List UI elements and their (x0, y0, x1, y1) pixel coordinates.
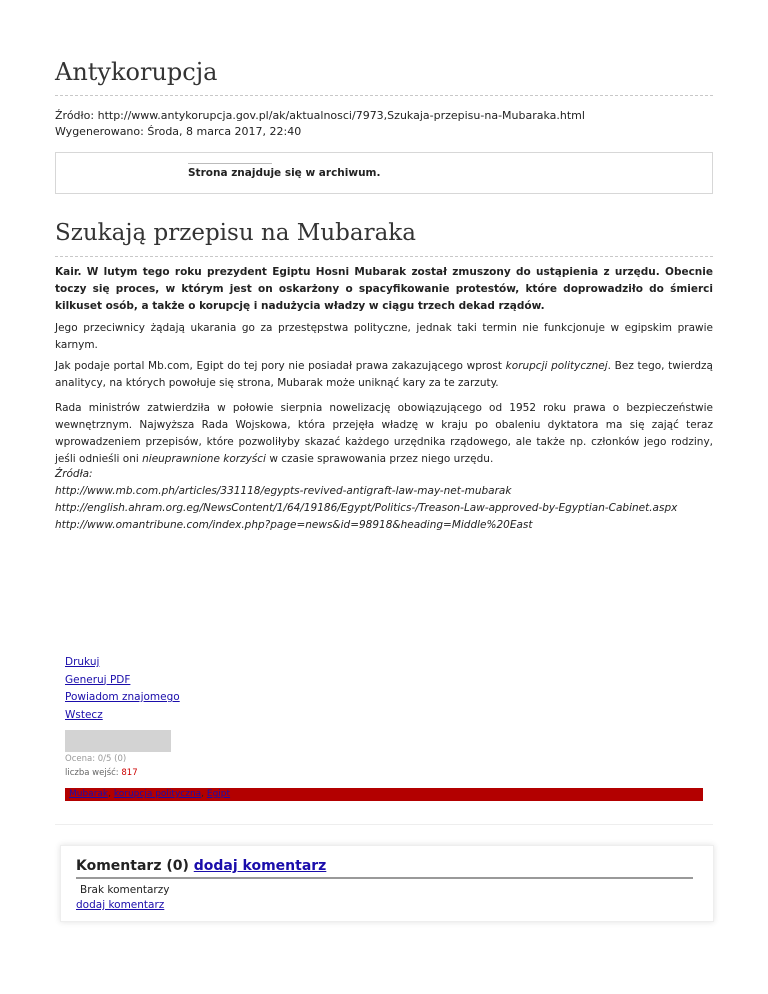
paragraph-3-text-a: Rada ministrów zatwierdziła w połowie sierpnia nowelizację obowiązującego od 1952 roku prawa o bezpieczeństwie wewnętrznym. Najwyższa Rada Wojskowa, która przejęła władzę w kraju po obaleniu dyktatora ma się zająć teraz wprowadzeniem przepisów, które pozwoliłyby skazać każdego urzędnika rządowego, ale także np. członków jego rodziny, jeśli odnieśli oni (55, 402, 713, 465)
source-label: Źródło: (55, 109, 95, 122)
tags-bar (65, 788, 703, 801)
comments-heading (76, 858, 693, 879)
comments-count: Komentarz (0) (76, 858, 194, 874)
source-link-2: http://english.ahram.org.eg/NewsContent/1/64/19186/Egypt/Politics-/Treason-Law-approved-by-Egyptian-Cabinet.aspx (55, 502, 678, 514)
archive-notice: Strona znajduje się w archiwum. (188, 167, 381, 179)
archive-notice-box (55, 152, 713, 194)
paragraph-2-emphasis: korupcji politycznej (505, 360, 608, 372)
tag-link[interactable]: Mubarak (69, 789, 109, 799)
visit-count-value: 817 (121, 768, 138, 778)
source-link-1: http://www.mb.com.ph/articles/331118/egypts-revived-antigraft-law-may-net-mubarak (55, 485, 512, 497)
source-link-3: http://www.omantribune.com/index.php?page=news&id=98918&heading=Middle%20East (55, 519, 533, 531)
add-comment-link-bottom[interactable]: dodaj komentarz (76, 899, 165, 911)
visit-count-label: liczba wejść: (65, 768, 122, 778)
sources-label: Źródła: (55, 468, 93, 480)
paragraph-3-emphasis: nieuprawnione korzyści (142, 453, 266, 465)
comments-box (60, 845, 714, 922)
title-divider (55, 95, 713, 96)
article-sources (55, 466, 677, 534)
no-comments-text: Brak komentarzy (80, 884, 170, 896)
tag-link[interactable]: Egipt (206, 789, 231, 799)
print-link[interactable]: Drukuj (65, 656, 100, 668)
article-paragraph-2 (55, 358, 713, 392)
article-title: Szukają przepisu na Mubaraka (55, 220, 416, 246)
paragraph-2-text-a: Jak podaje portal Mb.com, Egipt do tej pory nie posiadał prawa zakazującego wprost (55, 360, 506, 372)
tag-separator: , (108, 789, 114, 799)
add-comment-link[interactable]: dodaj komentarz (193, 858, 327, 874)
paragraph-2-text-b: . Bez tego, twierdzą analitycy, na których powołuje się strona, Mubarak może uniknąć kary za te zarzuty. (55, 360, 713, 389)
article-title-divider (55, 256, 713, 257)
back-link[interactable]: Wstecz (65, 708, 103, 721)
site-title: Antykorupcja (55, 58, 218, 86)
page-meta (55, 108, 585, 140)
article-paragraph-1: Jego przeciwnicy żądają ukarania go za przestępstwa polityczne, jednak taki termin nie funkcjonuje w egipskim prawie karnym. (55, 322, 713, 351)
article-paragraph-3 (55, 400, 713, 468)
rating-text: Ocena: 0/5 (0) (65, 754, 127, 764)
source-line (55, 108, 585, 124)
section-divider (55, 824, 713, 825)
generate-pdf-link[interactable]: Generuj PDF (65, 673, 131, 686)
article-actions (65, 654, 180, 724)
source-url: http://www.antykorupcja.gov.pl/ak/aktualnosci/7973,Szukaja-przepisu-na-Mubaraka.html (97, 109, 585, 122)
archive-notice-rule (188, 163, 272, 164)
article-lead: Kair. W lutym tego roku prezydent Egiptu Hosni Mubarak został zmuszony do ustąpienia z urzędu. Obecnie toczy się proces, w którym jest on oskarżony o spacyfikowanie protestów, które doprowadziło do śmierci kilkuset osób, a także o korupcję i nadużycia władzy w ciągu trzech dekad rządów. (55, 266, 713, 312)
visit-count (65, 768, 138, 778)
tag-link[interactable]: korupcja polityczna (113, 789, 202, 799)
notify-friend-link[interactable]: Powiadom znajomego (65, 691, 180, 703)
rating-widget[interactable] (65, 730, 171, 752)
tag-separator: , (201, 789, 207, 799)
paragraph-3-text-b: w czasie sprawowania przez niego urzędu. (265, 453, 494, 465)
generated-date: Wygenerowano: Środa, 8 marca 2017, 22:40 (55, 125, 302, 138)
